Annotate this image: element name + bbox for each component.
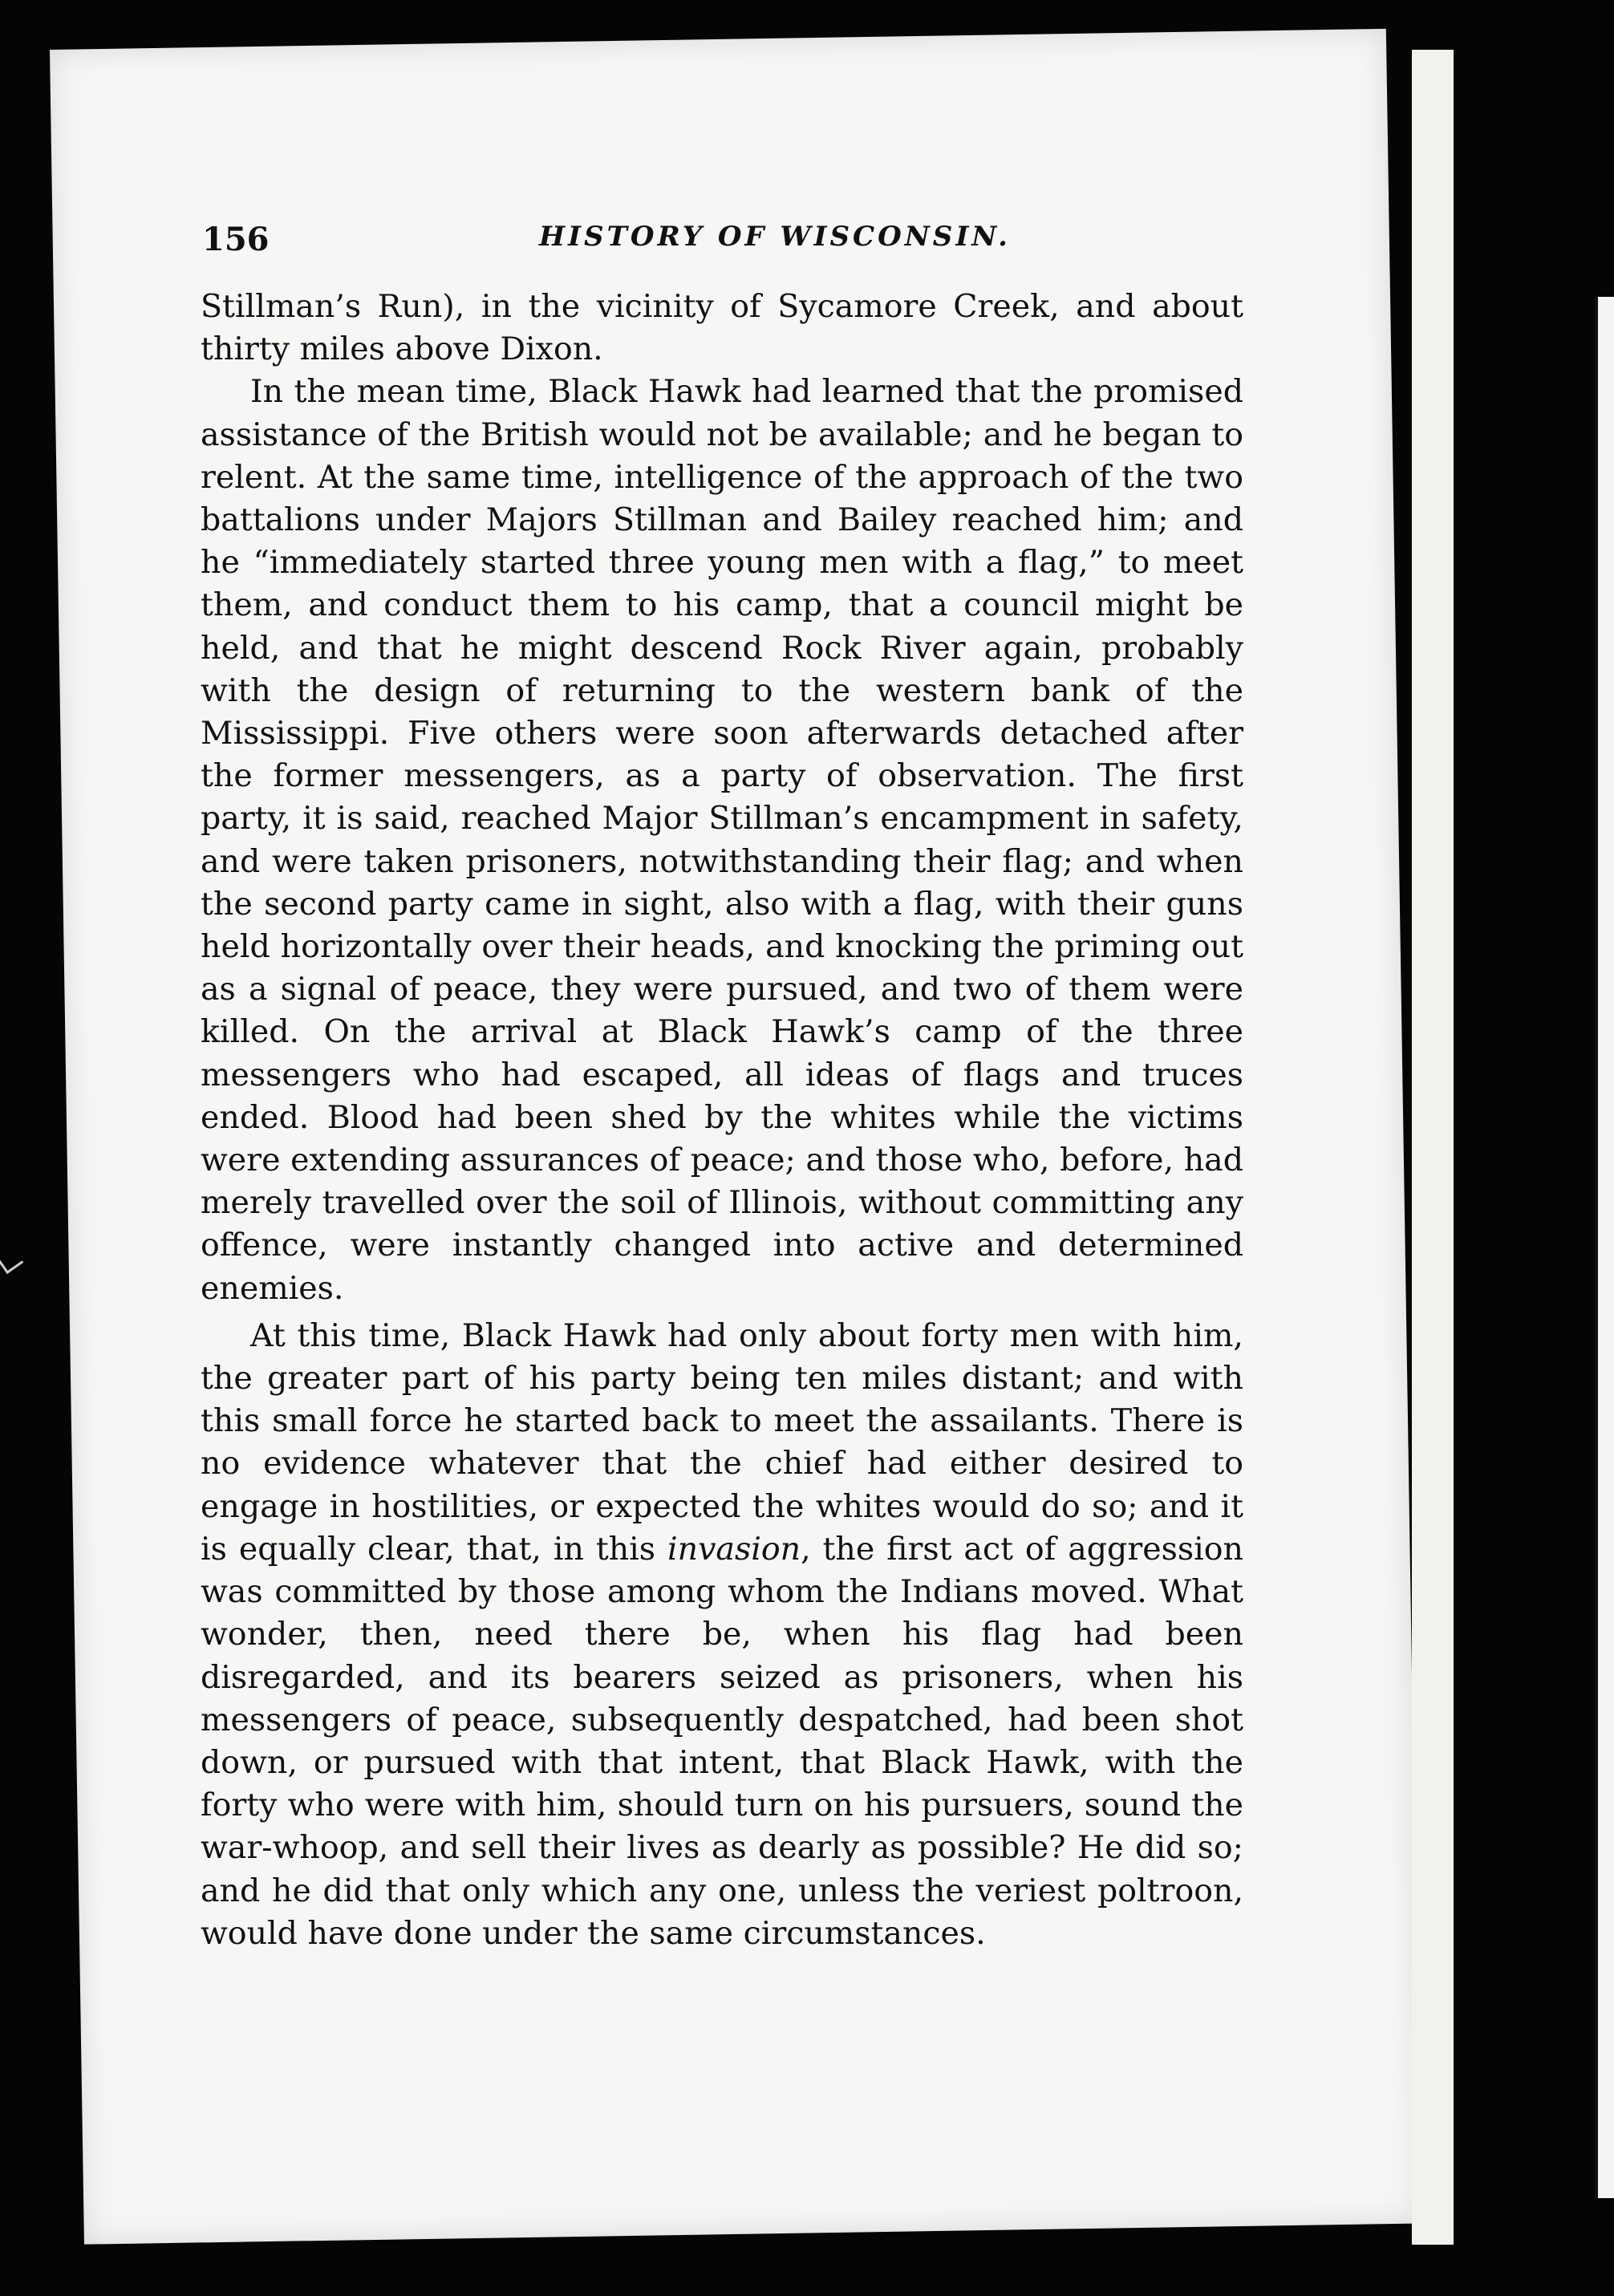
page-number: 156 [202, 221, 270, 258]
paragraph-text-before-italic: At this time, Black Hawk had only about forty men with him, the greater part of his party being ten miles distant; and with this small force he started back to meet the assailants. There is no evidence whatever that the chief had either desired to engage in hostilities, or expected the whites would do so; and it is equally clear, that, in this [201, 1316, 1243, 1568]
scan-artifact-mark [0, 1247, 23, 1274]
paragraph-black-hawk-relents: In the mean time, Black Hawk had learned that the promised assistance of the British would not be available; and he began to relent. At the same time, intelligence of the approach of the two battalions under Majors Stillman and Bailey reached him; and he “immediately started three young men with a flag,” to meet them, and conduct them to his camp, that a council might be held, and that he might descend Rock River again, probably with the design of returning to the western bank of the Mississippi. Five others were soon afterwards detached after the former messengers, as a party of observation. The first party, it is said, reached Major Stillman’s encampment in safety, and were taken prisoners, notwithstanding their flag; and when the second party came in sight, also with a flag, with their guns held horizontally over their heads, and knocking the priming out as a signal of peace, they were pursued, and two of them were killed. On the arrival at Black Hawk’s camp of the three messengers who had escaped, all ideas of flags and truces ended. Blood had been shed by the whites while the victims were extending assurances of peace; and those who, before, had merely travelled over the soil of Illinois, without committing any offence, were instantly changed into active and determined enemies. [201, 373, 1243, 1307]
adjacent-page-edge [1412, 50, 1454, 2245]
next-page-strip [1598, 297, 1614, 2198]
italic-word-invasion: invasion [667, 1530, 801, 1568]
paragraph-continuation: Stillman’s Run), in the vicinity of Sycamore Creek, and about thirty miles above Dixon. [201, 288, 1243, 368]
running-title: HISTORY OF WISCONSIN. [539, 221, 1012, 253]
page-body [201, 286, 1243, 1955]
paragraph-text-after-italic: , the first act of aggression was committed by those among whom the Indians moved. What wonder, then, need there be, when his flag had been disregarded, and its bearers seized as prisoners, when his messengers of peace, subsequently despatched, had been shot down, or pursued with that intent, that Black Hawk, with the forty who were with him, should turn on his pursuers, sound the war-whoop, and sell their lives as dearly as possible? He did so; and he did that only which any one, unless the veriest poltroon, would have done under the same circumstances. [201, 1530, 1243, 1952]
paragraph-black-hawk-defends [201, 1315, 1243, 1955]
page-header [202, 221, 1245, 277]
